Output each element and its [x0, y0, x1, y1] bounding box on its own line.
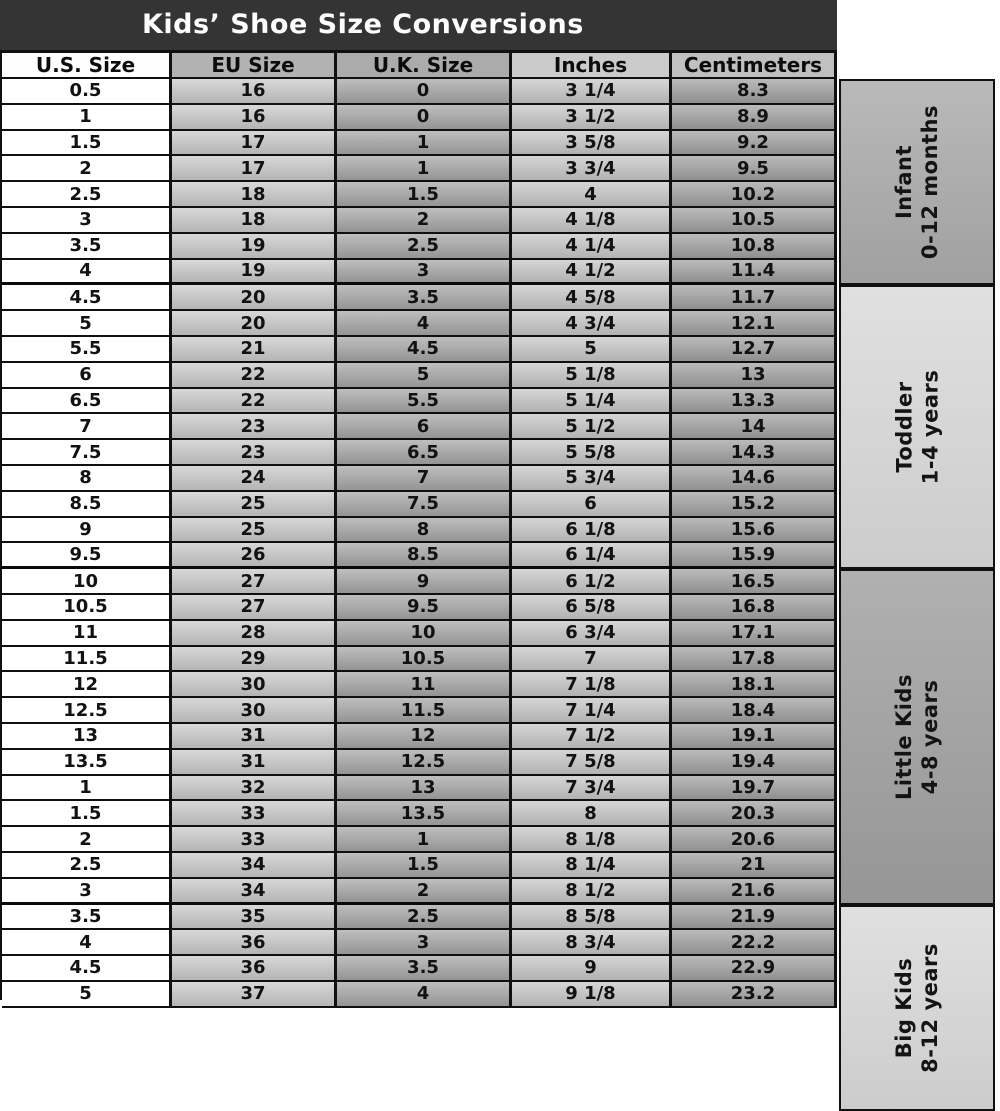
- table-row: [2, 492, 837, 518]
- cell-centimeters: 9.2: [672, 131, 837, 155]
- cell-eu-size: 35: [172, 905, 337, 929]
- cell-centimeters: 20.3: [672, 801, 837, 825]
- cell-eu-size: 36: [172, 956, 337, 980]
- column-header-inches: Inches: [512, 53, 672, 77]
- cell-eu-size: 26: [172, 543, 337, 566]
- cell-inches: 6 1/4: [512, 543, 672, 566]
- table-row: [2, 337, 837, 363]
- cell-centimeters: 23.2: [672, 982, 837, 1006]
- cell-centimeters: 21.9: [672, 905, 837, 929]
- table-row: [2, 905, 837, 931]
- table-row: [2, 569, 837, 595]
- cell-u-k-size: 11: [337, 672, 512, 696]
- cell-u-s-size: 7.5: [2, 440, 172, 464]
- table-row: [2, 647, 837, 673]
- cell-eu-size: 31: [172, 750, 337, 774]
- table-row: [2, 956, 837, 982]
- cell-centimeters: 12.1: [672, 311, 837, 335]
- cell-centimeters: 17.1: [672, 621, 837, 645]
- cell-u-s-size: 5: [2, 311, 172, 335]
- cell-eu-size: 33: [172, 827, 337, 851]
- column-header-u-s-size: U.S. Size: [2, 53, 172, 77]
- table-row: [2, 131, 837, 157]
- cell-u-s-size: 13.5: [2, 750, 172, 774]
- cell-u-s-size: 1: [2, 105, 172, 129]
- cell-centimeters: 16.5: [672, 569, 837, 593]
- cell-centimeters: 11.4: [672, 260, 837, 283]
- age-group-band: [837, 50, 1000, 1073]
- cell-inches: 5 1/4: [512, 389, 672, 413]
- age-group-big-kids: [839, 905, 995, 1111]
- cell-u-k-size: 1: [337, 827, 512, 851]
- cell-u-k-size: 2.5: [337, 234, 512, 258]
- cell-centimeters: 10.8: [672, 234, 837, 258]
- cell-eu-size: 22: [172, 363, 337, 387]
- chart-title-bar: [0, 0, 837, 50]
- cell-u-s-size: 6: [2, 363, 172, 387]
- cell-inches: 8 1/4: [512, 853, 672, 877]
- cell-u-s-size: 2: [2, 827, 172, 851]
- cell-u-k-size: 1.5: [337, 182, 512, 206]
- cell-centimeters: 14: [672, 414, 837, 438]
- cell-centimeters: 11.7: [672, 285, 837, 309]
- cell-eu-size: 18: [172, 208, 337, 232]
- cell-eu-size: 34: [172, 879, 337, 902]
- cell-u-k-size: 6.5: [337, 440, 512, 464]
- table-row: [2, 672, 837, 698]
- cell-inches: 8 3/4: [512, 930, 672, 954]
- cell-inches: 5 1/2: [512, 414, 672, 438]
- cell-u-k-size: 0: [337, 105, 512, 129]
- cell-inches: 6 1/8: [512, 518, 672, 542]
- cell-eu-size: 34: [172, 853, 337, 877]
- cell-u-k-size: 5.5: [337, 389, 512, 413]
- cell-u-k-size: 1: [337, 156, 512, 180]
- cell-eu-size: 16: [172, 79, 337, 103]
- cell-u-k-size: 9: [337, 569, 512, 593]
- cell-u-k-size: 5: [337, 363, 512, 387]
- cell-inches: 4 1/4: [512, 234, 672, 258]
- table-row: [2, 595, 837, 621]
- cell-u-k-size: 8.5: [337, 543, 512, 566]
- cell-u-k-size: 3.5: [337, 956, 512, 980]
- cell-inches: 6 1/2: [512, 569, 672, 593]
- cell-u-k-size: 10.5: [337, 647, 512, 671]
- cell-centimeters: 13: [672, 363, 837, 387]
- table-row: [2, 879, 837, 905]
- cell-u-k-size: 9.5: [337, 595, 512, 619]
- cell-inches: 7: [512, 647, 672, 671]
- cell-u-s-size: 11: [2, 621, 172, 645]
- cell-inches: 8 5/8: [512, 905, 672, 929]
- cell-inches: 7 5/8: [512, 750, 672, 774]
- cell-centimeters: 20.6: [672, 827, 837, 851]
- cell-u-k-size: 7.5: [337, 492, 512, 516]
- cell-u-s-size: 3.5: [2, 905, 172, 929]
- cell-eu-size: 18: [172, 182, 337, 206]
- cell-eu-size: 17: [172, 156, 337, 180]
- cell-u-s-size: 7: [2, 414, 172, 438]
- cell-u-s-size: 5: [2, 982, 172, 1006]
- cell-u-s-size: 11.5: [2, 647, 172, 671]
- table-row: [2, 389, 837, 415]
- cell-u-s-size: 9: [2, 518, 172, 542]
- cell-eu-size: 19: [172, 234, 337, 258]
- cell-inches: 3 5/8: [512, 131, 672, 155]
- cell-u-s-size: 1.5: [2, 801, 172, 825]
- cell-u-s-size: 8: [2, 466, 172, 490]
- cell-eu-size: 25: [172, 518, 337, 542]
- table-row: [2, 466, 837, 492]
- cell-inches: 4 1/8: [512, 208, 672, 232]
- table-body: [2, 79, 837, 1008]
- table-row: [2, 518, 837, 544]
- cell-inches: 4 1/2: [512, 260, 672, 283]
- age-group-label: Toddler 1-4 years: [892, 369, 942, 485]
- cell-u-k-size: 2.5: [337, 905, 512, 929]
- cell-u-k-size: 1: [337, 131, 512, 155]
- cell-u-k-size: 4.5: [337, 337, 512, 361]
- cell-centimeters: 18.1: [672, 672, 837, 696]
- cell-eu-size: 17: [172, 131, 337, 155]
- cell-eu-size: 27: [172, 595, 337, 619]
- cell-inches: 8 1/8: [512, 827, 672, 851]
- table-row: [2, 363, 837, 389]
- cell-u-k-size: 12.5: [337, 750, 512, 774]
- age-group-infant: [839, 79, 995, 285]
- table-row: [2, 621, 837, 647]
- cell-inches: 9: [512, 956, 672, 980]
- cell-u-s-size: 12.5: [2, 698, 172, 722]
- cell-inches: 7 1/2: [512, 724, 672, 748]
- cell-eu-size: 28: [172, 621, 337, 645]
- cell-u-k-size: 3.5: [337, 285, 512, 309]
- table-row: [2, 982, 837, 1008]
- table-row: [2, 311, 837, 337]
- cell-eu-size: 32: [172, 776, 337, 800]
- cell-inches: 5 5/8: [512, 440, 672, 464]
- table-row: [2, 105, 837, 131]
- cell-centimeters: 19.7: [672, 776, 837, 800]
- cell-centimeters: 14.6: [672, 466, 837, 490]
- age-group-label: Little Kids 4-8 years: [891, 673, 942, 800]
- cell-inches: 7 3/4: [512, 776, 672, 800]
- cell-u-k-size: 2: [337, 208, 512, 232]
- cell-u-k-size: 7: [337, 466, 512, 490]
- cell-inches: 4 5/8: [512, 285, 672, 309]
- cell-centimeters: 16.8: [672, 595, 837, 619]
- cell-centimeters: 22.9: [672, 956, 837, 980]
- cell-centimeters: 12.7: [672, 337, 837, 361]
- cell-inches: 4 3/4: [512, 311, 672, 335]
- cell-u-s-size: 3: [2, 208, 172, 232]
- cell-centimeters: 10.5: [672, 208, 837, 232]
- cell-u-s-size: 10: [2, 569, 172, 593]
- cell-eu-size: 33: [172, 801, 337, 825]
- conversion-table: [0, 50, 837, 1005]
- cell-u-s-size: 13: [2, 724, 172, 748]
- age-group-label: Big Kids 8-12 years: [891, 942, 942, 1073]
- cell-u-k-size: 0: [337, 79, 512, 103]
- cell-centimeters: 19.4: [672, 750, 837, 774]
- cell-inches: 9 1/8: [512, 982, 672, 1006]
- cell-u-s-size: 2.5: [2, 853, 172, 877]
- age-group-label: Infant 0-12 months: [892, 105, 942, 260]
- cell-centimeters: 15.2: [672, 492, 837, 516]
- cell-eu-size: 31: [172, 724, 337, 748]
- cell-eu-size: 23: [172, 414, 337, 438]
- cell-u-k-size: 3: [337, 260, 512, 283]
- cell-eu-size: 20: [172, 311, 337, 335]
- cell-eu-size: 37: [172, 982, 337, 1006]
- age-group-little-kids: [839, 569, 995, 904]
- cell-centimeters: 21.6: [672, 879, 837, 902]
- column-header-u-k-size: U.K. Size: [337, 53, 512, 77]
- cell-inches: 8 1/2: [512, 879, 672, 902]
- cell-centimeters: 21: [672, 853, 837, 877]
- cell-inches: 7 1/4: [512, 698, 672, 722]
- cell-centimeters: 15.6: [672, 518, 837, 542]
- cell-centimeters: 18.4: [672, 698, 837, 722]
- cell-centimeters: 14.3: [672, 440, 837, 464]
- table-row: [2, 827, 837, 853]
- table-row: [2, 285, 837, 311]
- cell-inches: 3 1/4: [512, 79, 672, 103]
- cell-u-k-size: 3: [337, 930, 512, 954]
- cell-u-s-size: 4.5: [2, 956, 172, 980]
- cell-u-s-size: 4: [2, 260, 172, 283]
- cell-eu-size: 19: [172, 260, 337, 283]
- cell-u-s-size: 2: [2, 156, 172, 180]
- cell-centimeters: 13.3: [672, 389, 837, 413]
- table-row: [2, 724, 837, 750]
- cell-eu-size: 29: [172, 647, 337, 671]
- table-row: [2, 853, 837, 879]
- cell-centimeters: 9.5: [672, 156, 837, 180]
- table-row: [2, 930, 837, 956]
- cell-u-k-size: 12: [337, 724, 512, 748]
- cell-eu-size: 30: [172, 698, 337, 722]
- cell-centimeters: 10.2: [672, 182, 837, 206]
- cell-u-s-size: 10.5: [2, 595, 172, 619]
- cell-u-s-size: 9.5: [2, 543, 172, 566]
- cell-eu-size: 27: [172, 569, 337, 593]
- column-header-eu-size: EU Size: [172, 53, 337, 77]
- cell-u-s-size: 1.5: [2, 131, 172, 155]
- cell-inches: 8: [512, 801, 672, 825]
- table-row: [2, 414, 837, 440]
- table-row: [2, 750, 837, 776]
- chart-title: Kids’ Shoe Size Conversions: [142, 9, 584, 40]
- cell-inches: 5: [512, 337, 672, 361]
- cell-u-k-size: 13: [337, 776, 512, 800]
- cell-u-k-size: 4: [337, 982, 512, 1006]
- cell-eu-size: 20: [172, 285, 337, 309]
- cell-eu-size: 30: [172, 672, 337, 696]
- table-row: [2, 260, 837, 286]
- cell-u-s-size: 6.5: [2, 389, 172, 413]
- cell-u-k-size: 6: [337, 414, 512, 438]
- cell-u-s-size: 3.5: [2, 234, 172, 258]
- cell-u-k-size: 8: [337, 518, 512, 542]
- cell-eu-size: 36: [172, 930, 337, 954]
- cell-inches: 3 1/2: [512, 105, 672, 129]
- cell-u-k-size: 13.5: [337, 801, 512, 825]
- cell-centimeters: 8.3: [672, 79, 837, 103]
- cell-u-s-size: 12: [2, 672, 172, 696]
- cell-inches: 6: [512, 492, 672, 516]
- table-row: [2, 79, 837, 105]
- cell-centimeters: 22.2: [672, 930, 837, 954]
- table-row: [2, 208, 837, 234]
- cell-centimeters: 19.1: [672, 724, 837, 748]
- cell-inches: 5 3/4: [512, 466, 672, 490]
- age-group-toddler: [839, 285, 995, 569]
- cell-eu-size: 16: [172, 105, 337, 129]
- table-header-row: [2, 50, 837, 79]
- cell-u-s-size: 5.5: [2, 337, 172, 361]
- cell-u-s-size: 8.5: [2, 492, 172, 516]
- cell-inches: 3 3/4: [512, 156, 672, 180]
- table-row: [2, 776, 837, 802]
- table-row: [2, 440, 837, 466]
- cell-u-k-size: 11.5: [337, 698, 512, 722]
- cell-u-s-size: 4: [2, 930, 172, 954]
- table-row: [2, 182, 837, 208]
- table-row: [2, 801, 837, 827]
- cell-eu-size: 21: [172, 337, 337, 361]
- cell-u-k-size: 2: [337, 879, 512, 902]
- cell-u-k-size: 1.5: [337, 853, 512, 877]
- cell-u-s-size: 0.5: [2, 79, 172, 103]
- cell-inches: 6 3/4: [512, 621, 672, 645]
- cell-u-s-size: 1: [2, 776, 172, 800]
- cell-eu-size: 23: [172, 440, 337, 464]
- table-row: [2, 156, 837, 182]
- cell-centimeters: 8.9: [672, 105, 837, 129]
- column-header-centimeters: Centimeters: [672, 53, 837, 77]
- table-row: [2, 234, 837, 260]
- cell-u-k-size: 10: [337, 621, 512, 645]
- cell-u-s-size: 3: [2, 879, 172, 902]
- cell-inches: 5 1/8: [512, 363, 672, 387]
- cell-inches: 6 5/8: [512, 595, 672, 619]
- table-row: [2, 698, 837, 724]
- cell-u-k-size: 4: [337, 311, 512, 335]
- cell-u-s-size: 2.5: [2, 182, 172, 206]
- cell-inches: 4: [512, 182, 672, 206]
- cell-inches: 7 1/8: [512, 672, 672, 696]
- cell-centimeters: 15.9: [672, 543, 837, 566]
- cell-u-s-size: 4.5: [2, 285, 172, 309]
- cell-eu-size: 24: [172, 466, 337, 490]
- cell-eu-size: 25: [172, 492, 337, 516]
- cell-eu-size: 22: [172, 389, 337, 413]
- cell-centimeters: 17.8: [672, 647, 837, 671]
- table-row: [2, 543, 837, 569]
